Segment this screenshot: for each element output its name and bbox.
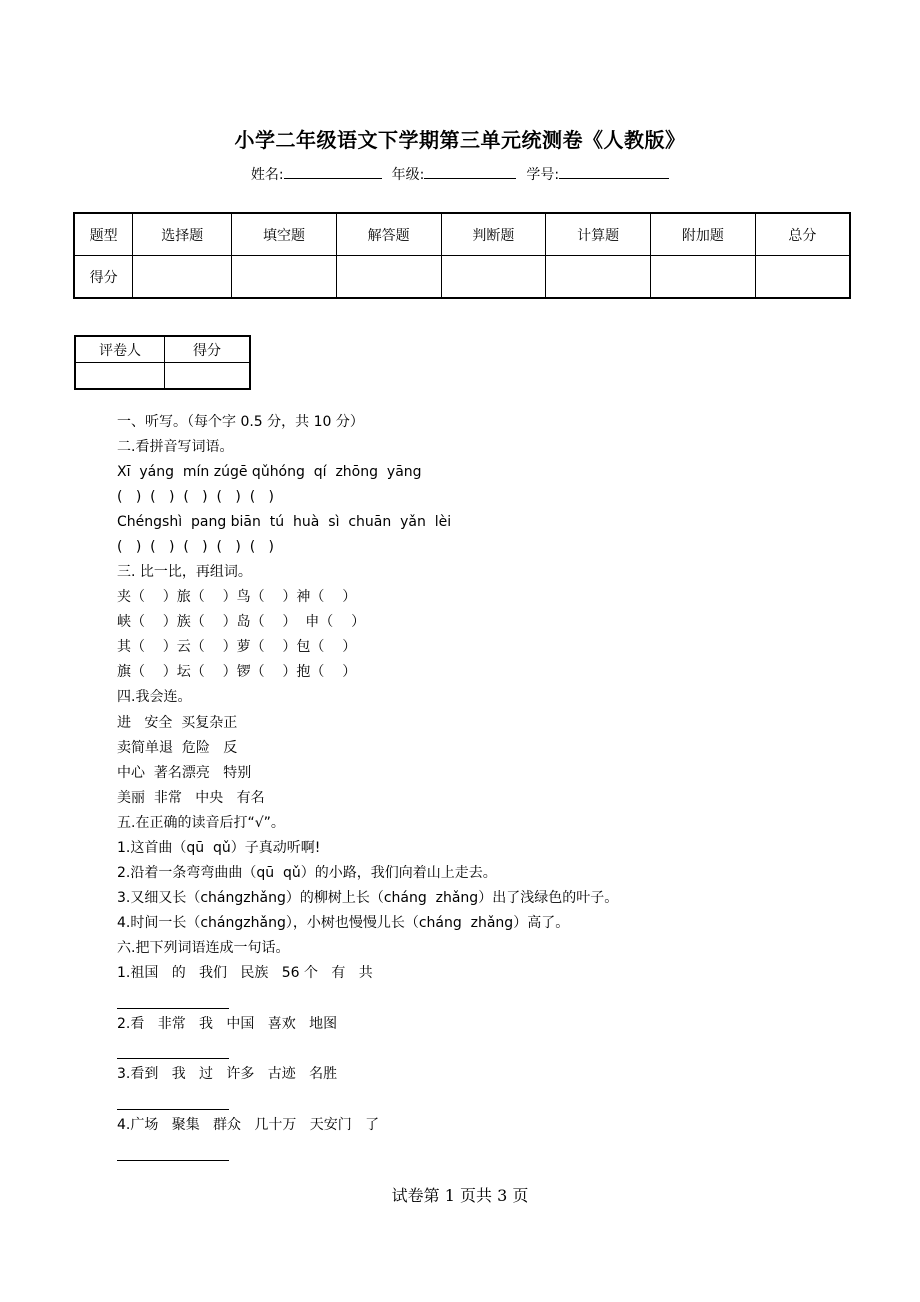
- question-line: 4.时间一长（chángzhǎng），小树也慢慢儿长（cháng zhǎng）高了。: [117, 915, 570, 931]
- score-cell[interactable]: [755, 256, 850, 299]
- section-heading: 一、听写。（每个字 0.5 分，共 10 分）: [117, 414, 364, 430]
- section-heading: 五.在正确的读音后打“√”。: [117, 815, 285, 831]
- matching-line: 美丽 非常 中央 有名: [117, 790, 265, 806]
- score-header-cell: 附加题: [650, 213, 755, 256]
- question-line: 2.沿着一条弯弯曲曲（qū qǔ）的小路，我们向着山上走去。: [117, 865, 497, 881]
- pinyin-line: Chéngshì pang biān tú huà sì chuān yǎn lèi: [117, 514, 452, 530]
- compare-line: 其（ ）云（ ）萝（ ）包（ ）: [117, 639, 357, 655]
- score-cell[interactable]: [441, 256, 546, 299]
- compare-line: 峡（ ）族（ ）岛（ ） 申（ ）: [117, 614, 366, 630]
- pinyin-line: Xī yáng mín zúgē qǔhóng qí zhōng yāng: [117, 464, 422, 480]
- question-line: 4.广场 聚集 群众 几十万 天安门 了: [117, 1117, 380, 1133]
- question-line: 3.看到 我 过 许多 古迹 名胜: [117, 1066, 338, 1082]
- grade-blank[interactable]: [424, 166, 516, 179]
- score-table-header-row: [74, 213, 850, 256]
- name-label: 姓名:: [250, 167, 284, 183]
- section-heading: 六.把下列词语连成一句话。: [117, 940, 290, 956]
- score-cell[interactable]: [232, 256, 337, 299]
- score-header-cell: 解答题: [336, 213, 441, 256]
- grade-label: 年级:: [391, 167, 425, 183]
- score-header-cell: 题型: [74, 213, 133, 256]
- answer-brackets: ( ) ( ) ( ) ( ) ( ): [117, 489, 274, 505]
- answer-underline[interactable]: [117, 1160, 229, 1161]
- answer-underline[interactable]: [117, 1109, 229, 1110]
- matching-line: 卖简单退 危险 反: [117, 740, 238, 756]
- exam-title: 小学二年级语文下学期第三单元统测卷《人教版》: [234, 128, 686, 152]
- question-line: 1.祖国 的 我们 民族 56 个 有 共: [117, 965, 373, 981]
- id-blank[interactable]: [559, 166, 669, 179]
- grader-cell[interactable]: [75, 363, 165, 390]
- score-row-label: 得分: [74, 256, 133, 299]
- score-header-cell: 计算题: [546, 213, 651, 256]
- score-cell[interactable]: [336, 256, 441, 299]
- score-header-cell: 总分: [755, 213, 850, 256]
- section-heading: 三. 比一比，再组词。: [117, 564, 252, 580]
- grader-cell[interactable]: [165, 363, 251, 390]
- grader-table: [74, 335, 251, 390]
- question-line: 2.看 非常 我 中国 喜欢 地图: [117, 1016, 338, 1032]
- score-header-cell: 选择题: [133, 213, 232, 256]
- score-header-cell: 判断题: [441, 213, 546, 256]
- name-blank[interactable]: [284, 166, 382, 179]
- answer-underline[interactable]: [117, 1008, 229, 1009]
- student-info-line: [0, 164, 920, 184]
- score-table: [73, 212, 851, 299]
- id-label: 学号:: [526, 167, 560, 183]
- matching-line: 中心 著名漂亮 特别: [117, 765, 252, 781]
- section-heading: 二.看拼音写词语。: [117, 439, 234, 455]
- compare-line: 夹（ ）旅（ ）鸟（ ）神（ ）: [117, 589, 357, 605]
- score-header-cell: 填空题: [232, 213, 337, 256]
- score-cell[interactable]: [133, 256, 232, 299]
- question-line: 3.又细又长（chángzhǎng）的柳树上长（cháng zhǎng）出了浅绿色的叶子。: [117, 890, 619, 906]
- page-footer: 试卷第 1 页共 3 页: [391, 1186, 529, 1205]
- score-cell[interactable]: [546, 256, 651, 299]
- grader-header-cell: 评卷人: [75, 336, 165, 363]
- section-heading: 四.我会连。: [117, 689, 192, 705]
- score-table-score-row: [74, 256, 850, 299]
- question-line: 1.这首曲（qū qǔ）子真动听啊!: [117, 840, 321, 856]
- compare-line: 旗（ ）坛（ ）锣（ ）抱（ ）: [117, 664, 357, 680]
- score-cell[interactable]: [650, 256, 755, 299]
- answer-underline[interactable]: [117, 1058, 229, 1059]
- grader-header-cell: 得分: [165, 336, 251, 363]
- matching-line: 进 安全 买复杂正: [117, 715, 238, 731]
- answer-brackets: ( ) ( ) ( ) ( ) ( ): [117, 539, 274, 555]
